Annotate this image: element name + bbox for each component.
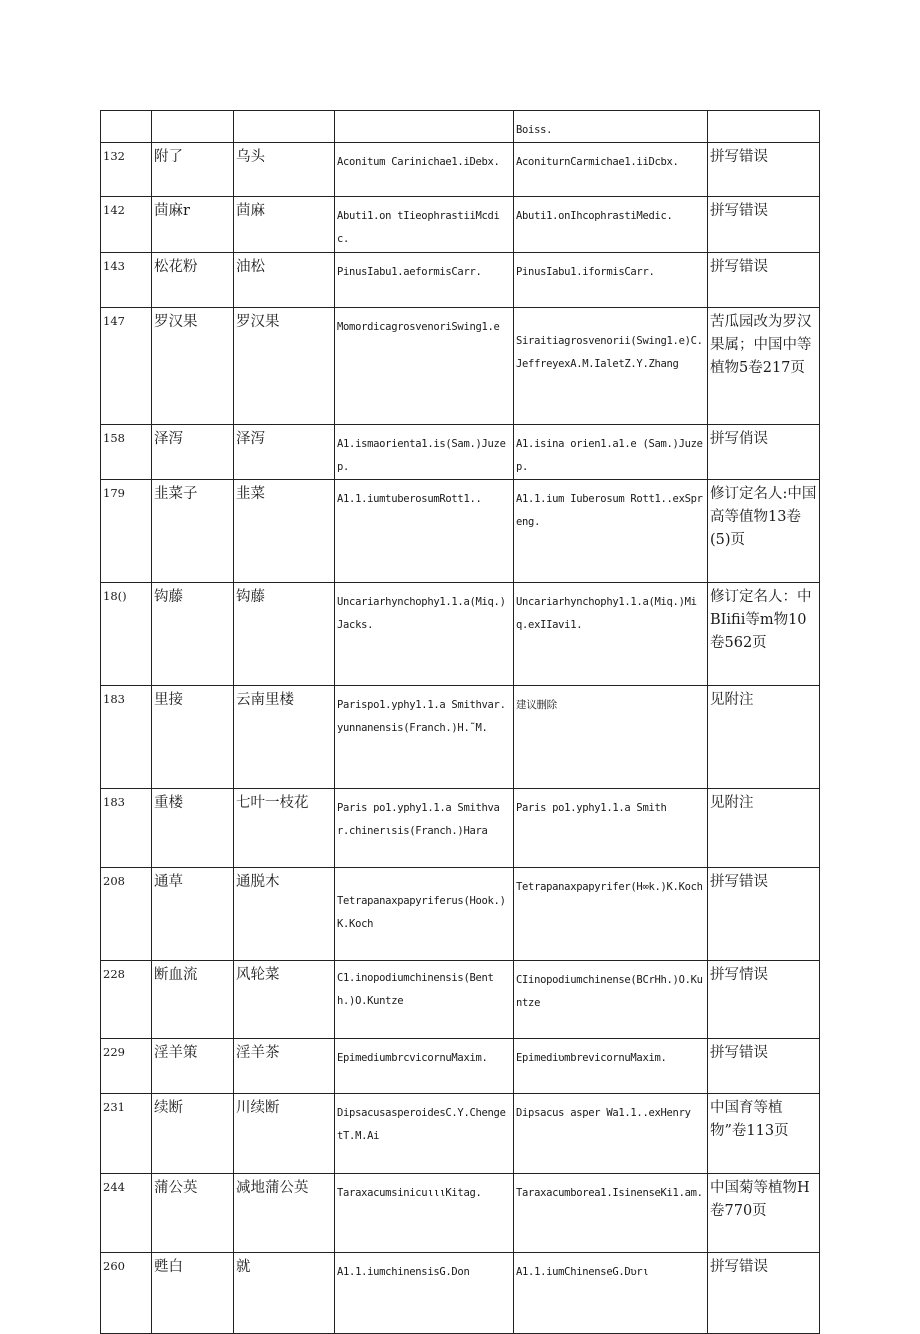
plant-name-cell: 风轮菜 [234, 961, 335, 1039]
original-latin-name-cell: MomordicagrosvenoriSwing1.e [335, 308, 514, 425]
table-row [101, 143, 820, 197]
table-row [101, 111, 820, 143]
table-row [101, 308, 820, 425]
corrected-latin-name-cell: Dipsacus asper Wa1.1..exHenry [514, 1094, 708, 1174]
row-number-cell: 208 [101, 868, 152, 961]
medicine-name-cell: 韭菜子 [152, 480, 234, 583]
original-latin-name-cell: A1.1.iumtuberosumRott1.. [335, 480, 514, 583]
original-latin-name-cell: C1.inopodiumchinensis(Benth.)O.Kuntze [335, 961, 514, 1039]
plant-name-cell: 乌头 [234, 143, 335, 197]
plant-name-cell: 钩藤 [234, 583, 335, 686]
remark-cell: 苦瓜园改为罗汉果属；中国中等植物5卷217页 [708, 308, 820, 425]
corrected-latin-name-cell: Epimediʋmbrevicornu​Maxim. [514, 1039, 708, 1094]
corrected-latin-name-cell: Siraitiagrosvenorii(Swing1.e)C.JeffreyexA.M.IaletZ.Y.Zhang [514, 308, 708, 425]
original-latin-name-cell: Parispo1.yphy1.1.a Smithvar.yunnanensis(Franch.)H.˜M. [335, 686, 514, 789]
plant-name-cell [234, 111, 335, 143]
plant-name-cell: 就 [234, 1253, 335, 1334]
plant-name-cell: 通脱木 [234, 868, 335, 961]
corrected-latin-name-cell: Taraxacumborea1.IsinenseKi1.am. [514, 1174, 708, 1253]
table-row [101, 425, 820, 480]
medicine-name-cell: 甦白 [152, 1253, 234, 1334]
medicine-name-cell: 罗汉果 [152, 308, 234, 425]
remark-cell: 拼写错误 [708, 143, 820, 197]
remark-cell: 修订定名人:中国高等值物13卷(5)页 [708, 480, 820, 583]
remark-cell: 拼写错误 [708, 1253, 820, 1334]
original-latin-name-cell: Paris po1.yphy1.1.a Smithvar.chinerιsis(Franch.)Hara [335, 789, 514, 868]
table [100, 110, 820, 1334]
remark-cell: 拼写错误 [708, 868, 820, 961]
remark-cell: 拼写错误 [708, 253, 820, 308]
plant-name-cell: 罗汉果 [234, 308, 335, 425]
plant-name-cell: 韭菜 [234, 480, 335, 583]
original-latin-name-cell: A1.ismaorienta1.is(Sam.)Juzep. [335, 425, 514, 480]
row-number-cell: 18() [101, 583, 152, 686]
plant-name-cell: 七叶一枝花 [234, 789, 335, 868]
remark-cell: 中国菊等植物H卷770页 [708, 1174, 820, 1253]
corrected-latin-name-cell: Boiss. [514, 111, 708, 143]
remark-cell: 拼写错误 [708, 1039, 820, 1094]
remark-cell: 修订定名人：中BIifii等m物10卷562页 [708, 583, 820, 686]
corrected-latin-name-cell: Abuti1.onIhcophrastiMedic. [514, 197, 708, 253]
plant-name-cell: 泽泻 [234, 425, 335, 480]
original-latin-name-cell: DipsacusasperoidesC.Y.ChengetT.M.Ai [335, 1094, 514, 1174]
table-row [101, 583, 820, 686]
corrected-latin-name-cell: Uncariarhynchophy1.1.a(Miq.)Miq.exIIavi1. [514, 583, 708, 686]
original-latin-name-cell: Aconitum Carinichae1.iDebx. [335, 143, 514, 197]
medicine-name-cell: 蒲公英 [152, 1174, 234, 1253]
medicine-name-cell: 里接 [152, 686, 234, 789]
medicine-name-cell: 淫羊策 [152, 1039, 234, 1094]
remark-cell: 见附注 [708, 789, 820, 868]
table-row [101, 197, 820, 253]
corrected-latin-name-cell: PinusIabu1.iformisCarr. [514, 253, 708, 308]
remark-cell: 中国育等植物”卷113页 [708, 1094, 820, 1174]
original-latin-name-cell: TaraxacumsinicuιιιKitag. [335, 1174, 514, 1253]
medicine-name-cell: 断血流 [152, 961, 234, 1039]
row-number-cell: 147 [101, 308, 152, 425]
medicine-name-cell: 钩藤 [152, 583, 234, 686]
table-row [101, 1174, 820, 1253]
original-latin-name-cell: PinusIabu1.aeformisCarr. [335, 253, 514, 308]
corrected-latin-name-cell: 建议删除 [514, 686, 708, 789]
medicine-name-cell: 松花粉 [152, 253, 234, 308]
plant-name-cell: 云南里楼 [234, 686, 335, 789]
species-correction-table [100, 110, 819, 1334]
table-row [101, 961, 820, 1039]
table-row [101, 1094, 820, 1174]
medicine-name-cell: 通草 [152, 868, 234, 961]
corrected-latin-name-cell: A1.1.ium Iuberosum Rott1..exSpreng. [514, 480, 708, 583]
original-latin-name-cell: Abuti1.on tIieophrastiiMcdic. [335, 197, 514, 253]
plant-name-cell: 油松 [234, 253, 335, 308]
row-number-cell: 183 [101, 789, 152, 868]
table-row [101, 1039, 820, 1094]
plant-name-cell: 川续断 [234, 1094, 335, 1174]
remark-cell: 拼写俏误 [708, 425, 820, 480]
row-number-cell: 229 [101, 1039, 152, 1094]
remark-cell [708, 111, 820, 143]
row-number-cell: 183 [101, 686, 152, 789]
row-number-cell: 158 [101, 425, 152, 480]
row-number-cell: 260 [101, 1253, 152, 1334]
plant-name-cell: 减地蒲公英 [234, 1174, 335, 1253]
table-row [101, 789, 820, 868]
table-row [101, 253, 820, 308]
medicine-name-cell [152, 111, 234, 143]
original-latin-name-cell: Uncariarhynchophy1.1.a(Miq.)Jacks. [335, 583, 514, 686]
original-latin-name-cell: Tetrapanaxpapyriferus(Hook.)K.Koch [335, 868, 514, 961]
plant-name-cell: 茴麻 [234, 197, 335, 253]
medicine-name-cell: 重楼 [152, 789, 234, 868]
corrected-latin-name-cell: A1.isina orien1.a1.e (Sam.)Juzep. [514, 425, 708, 480]
original-latin-name-cell: A1.1.iumchinensisG.Don [335, 1253, 514, 1334]
row-number-cell [101, 111, 152, 143]
table-row [101, 1253, 820, 1334]
row-number-cell: 179 [101, 480, 152, 583]
corrected-latin-name-cell: Tetrapanaxpapyrifer(H∞k.)K.Koch [514, 868, 708, 961]
remark-cell: 拼写情误 [708, 961, 820, 1039]
medicine-name-cell: 茴麻r [152, 197, 234, 253]
row-number-cell: 231 [101, 1094, 152, 1174]
remark-cell: 见附注 [708, 686, 820, 789]
table-row [101, 480, 820, 583]
table-body [101, 111, 820, 1334]
table-row [101, 686, 820, 789]
row-number-cell: 228 [101, 961, 152, 1039]
corrected-latin-name-cell: CIinopodiumchinense(BCrHh.)O.Kuntze [514, 961, 708, 1039]
original-latin-name-cell: Epimediumbrcvicornu​Maxim. [335, 1039, 514, 1094]
medicine-name-cell: 附了 [152, 143, 234, 197]
corrected-latin-name-cell: A1.1.iumChinenseG.Dʋrι [514, 1253, 708, 1334]
remark-cell: 拼写错误 [708, 197, 820, 253]
row-number-cell: 143 [101, 253, 152, 308]
corrected-latin-name-cell: AconiturnCarmichae1.iiDcbx. [514, 143, 708, 197]
medicine-name-cell: 泽泻 [152, 425, 234, 480]
row-number-cell: 132 [101, 143, 152, 197]
row-number-cell: 142 [101, 197, 152, 253]
corrected-latin-name-cell: Paris po1.yphy1.1.a Smith [514, 789, 708, 868]
original-latin-name-cell [335, 111, 514, 143]
table-row [101, 868, 820, 961]
plant-name-cell: 淫羊茶 [234, 1039, 335, 1094]
row-number-cell: 244 [101, 1174, 152, 1253]
medicine-name-cell: 续断 [152, 1094, 234, 1174]
